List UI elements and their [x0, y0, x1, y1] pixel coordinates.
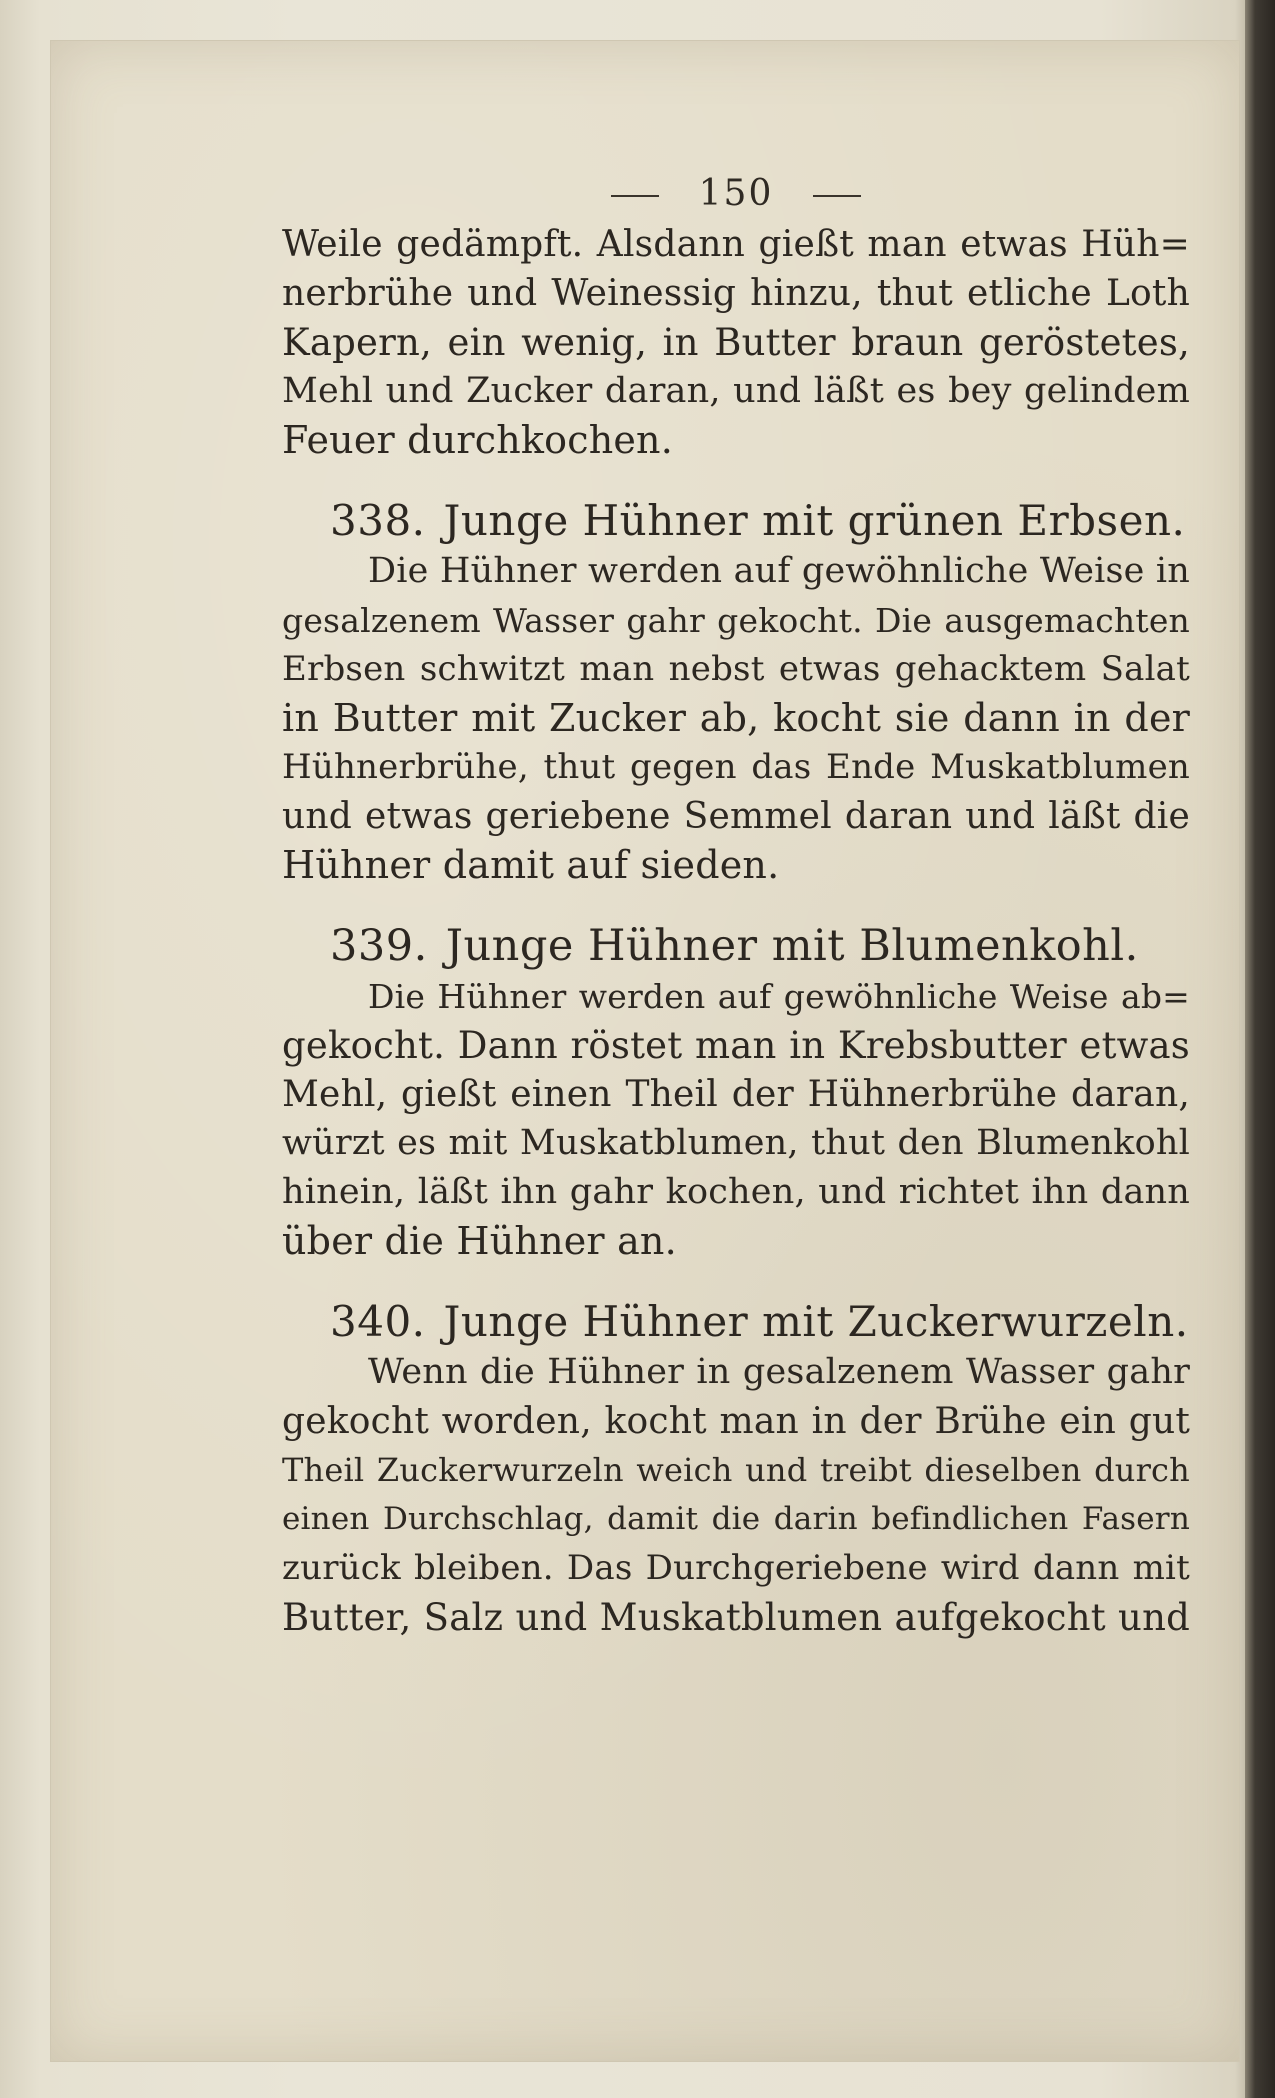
text-line: Die Hühner werden auf gewöhnliche Weise ab=	[368, 977, 1190, 1016]
text-line: Die Hühner werden auf gewöhnliche Weise in	[368, 551, 1191, 591]
recipe-338	[282, 495, 1190, 890]
page-text-block	[282, 168, 1190, 1642]
section-gap	[282, 890, 1190, 920]
text-line: Feuer durchkochen.	[282, 418, 674, 462]
section-gap	[282, 1266, 1190, 1296]
text-line: Erbsen schwitzt man nebst etwas gehacktem Salat	[282, 649, 1190, 689]
text-line: Weile gedämpft. Alsdann gießt man etwas Hüh=	[282, 224, 1190, 265]
recipe-heading	[282, 1296, 1190, 1348]
text-line: nerbrühe und Weinessig hinzu, thut etliche Loth	[282, 273, 1190, 314]
text-line: Kapern, ein wenig, in Butter braun geröstetes,	[282, 321, 1190, 364]
section-gap	[282, 465, 1190, 495]
text-line: und etwas geriebene Semmel daran und läßt die	[282, 796, 1190, 837]
continuation-paragraph	[282, 220, 1190, 465]
page-header	[282, 168, 1190, 220]
text-line: Mehl und Zucker daran, und läßt es bey gelindem	[282, 371, 1190, 411]
book-spine-shadow	[1245, 0, 1275, 2098]
text-line: Hühner damit auf sieden.	[282, 843, 780, 887]
text-line: gekocht worden, kocht man in der Brühe ein gut	[282, 1401, 1190, 1442]
recipe-title: Junge Hühner mit Zuckerwurzeln.	[443, 1297, 1189, 1346]
header-dash-right	[813, 195, 861, 197]
recipe-number: 339.	[330, 921, 428, 971]
text-line: Hühnerbrühe, thut gegen das Ende Muskatblumen	[282, 747, 1190, 787]
recipe-number: 340.	[330, 1297, 426, 1346]
text-line: in Butter mit Zucker ab, kocht sie dann in der	[282, 696, 1190, 740]
recipe-number: 338.	[330, 496, 426, 545]
text-line: einen Durchschlag, damit die darin befindlichen Fasern	[282, 1501, 1190, 1537]
recipe-title: Junge Hühner mit grünen Erbsen.	[443, 496, 1186, 545]
text-line: würzt es mit Muskatblumen, thut den Blumenkohl	[282, 1123, 1190, 1163]
recipe-340	[282, 1296, 1190, 1642]
text-line: Theil Zuckerwurzeln weich und treibt dieselben durch	[282, 1451, 1190, 1489]
header-dash-left	[611, 195, 659, 197]
recipe-title: Junge Hühner mit Blumenkohl.	[445, 921, 1139, 971]
page-number: 150	[698, 173, 774, 214]
text-line: gesalzenem Wasser gahr gekocht. Die ausgemachten	[282, 601, 1190, 640]
text-line: Wenn die Hühner in gesalzenem Wasser gahr	[368, 1352, 1190, 1392]
text-line: zurück bleiben. Das Durchgeriebene wird dann mit	[282, 1548, 1190, 1588]
text-line: Butter, Salz und Muskatblumen aufgekocht und	[282, 1596, 1190, 1639]
text-line: über die Hühner an.	[282, 1219, 677, 1263]
text-line: Mehl, gießt einen Theil der Hühnerbrühe daran,	[282, 1074, 1190, 1115]
recipe-339	[282, 920, 1190, 1266]
text-line: gekocht. Dann röstet man in Krebsbutter etwas	[282, 1024, 1190, 1067]
recipe-heading	[282, 495, 1190, 547]
text-line: hinein, läßt ihn gahr kochen, und richtet ihn dann	[282, 1172, 1190, 1212]
recipe-heading	[282, 920, 1190, 972]
